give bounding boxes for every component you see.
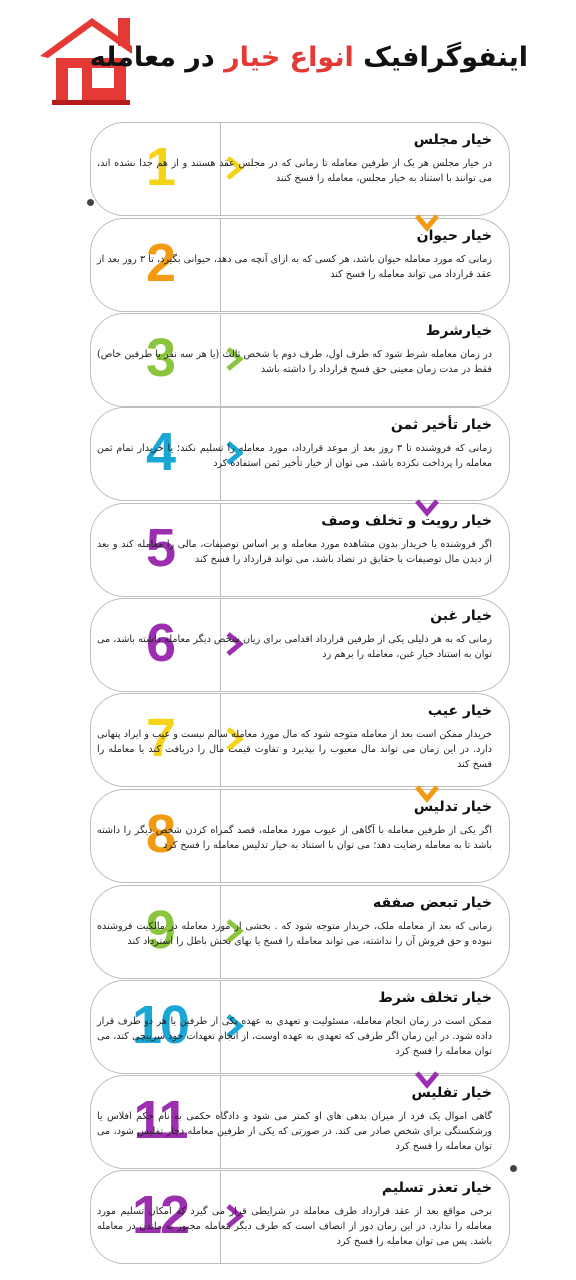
item-description: در خیار مجلس هر یک از طرفین معامله تا زمانی که در مجلس عقد هستند و از هم جدا نشده اند، می توانند با استناد به خیار مجلس، معامله را فسخ کنند (97, 158, 492, 184)
item-title: خیار عیب (427, 703, 492, 719)
connector-dot (510, 1165, 517, 1172)
item-number: 9 (145, 900, 175, 960)
item-description: اگر یکی از طرفین معامله با آگاهی از عیوب مورد معامله، قصد گمراه کردن شخص دیگر را داشته باشد تا به معامله رضایت دهد؛ می توان با استناد به خیار تدلیس معامله را فسخ کرد (97, 825, 492, 851)
item-text (97, 895, 492, 975)
item-text (97, 1180, 492, 1260)
item-title: خیار مجلس (413, 132, 492, 148)
item-description: زمانی که مورد معامله حیوان باشد، هر کسی که به ازای آنچه می دهد، حیوانی بگیرد، تا ۳ روز بعد از عقد قرارداد می تواند معامله را فسخ کند (97, 254, 493, 280)
item-number: 7 (145, 708, 175, 768)
item-description: ممکن است در زمان انجام معامله، مسئولیت و تعهدی به عهده یکی از طرفین یا هر دو طرف قرار داده شود. در این زمان اگر طرفی که تعهدی به عهده اوست، از انجام تعهدات خود سرپیچی کند، می توان معامله را فسخ کرد (97, 1016, 492, 1057)
item-title: خیارشرط (425, 323, 492, 339)
item-number: 5 (145, 518, 175, 578)
item-description: خریدار ممکن است بعد از معامله متوجه شود که مال مورد معامله سالم نیست و عیب و ایراد پنهانی دارد. در این زمان می تواند مال معیوب را بپذیرد و تفاوت قیمت مال را دریافت کند یا معامله را فسخ کند (97, 729, 492, 770)
item-number: 8 (145, 804, 175, 864)
item-text (97, 228, 492, 308)
page-title: اینفوگرافیک انواع خیار در معامله (89, 42, 528, 73)
item-number: 12 (131, 1185, 189, 1245)
item-description: اگر فروشنده یا خریدار بدون مشاهده مورد معامله و بر اساس توصیفات، مالی را معامله کند و بعد از دیدن مال توصیفات با حقایق در تضاد باشد، می تواند قرارداد را فسخ کند (97, 539, 492, 565)
item-description: زمانی که به هر دلیلی یکی از طرفین قرارداد اقدامی برای زیان شخص دیگر معامله داشته باشد، می توان به استناد خیار غبن، معامله را برهم زد (97, 634, 492, 660)
connector-dot (87, 199, 94, 206)
item-text (97, 323, 492, 403)
item-number: 6 (145, 613, 175, 673)
item-number: 4 (145, 422, 175, 482)
item-number: 1 (145, 137, 175, 197)
item-number: 10 (131, 995, 189, 1055)
item-text (97, 799, 492, 879)
item-title: خیار تأخیر ثمن (390, 417, 492, 433)
item-title: خیار تخلف شرط (378, 990, 492, 1006)
item-text (97, 703, 492, 783)
item-title: خیار حیوان (416, 228, 492, 244)
item-title: خیار غبن (430, 608, 492, 624)
item-text (97, 132, 492, 212)
item-text (97, 990, 492, 1070)
item-description: زمانی که فروشنده تا ۳ روز بعد از موعد قرارداد، مورد معامله را تسلیم نکند؛ یا خریدار تمام ثمن معامله را پرداخت نکرده باشد، می توان از خیار تأخیر ثمن استفاده کرد (97, 443, 492, 469)
item-title: خیار رویت و تخلف وصف (321, 513, 492, 529)
item-title: خیار تعذر تسلیم (381, 1180, 492, 1196)
item-number: 11 (133, 1090, 187, 1150)
item-number: 3 (145, 328, 175, 388)
item-number: 2 (145, 233, 175, 293)
item-text (97, 417, 492, 497)
item-title: خیار تبعض صفقه (372, 895, 492, 911)
item-description: گاهی اموال یک فرد از میزان بدهی های او کمتر می شود و دادگاه حکمی به نام حکم افلاس یا ورشکستگی برای شخص صادر می کند. در صورتی که یکی از طرفین معامله دچار تفلیس شود، می توان معامله را فسخ کرد (97, 1111, 492, 1152)
header (0, 0, 576, 115)
item-title: خیار تدلیس (413, 799, 492, 815)
item-text (97, 513, 492, 593)
item-description: برخی مواقع بعد از عقد قرارداد طرف معامله در شرایطی قرار می گیرد که امکان تسلیم مورد معامله را ندارد. در این زمان دور از انصاف است که طرف دیگر معامله مجبور به ماندن در معامله باشد. پس می توان معامله را فسخ کرد (97, 1206, 492, 1247)
item-description: در زمان معامله شرط شود که طرف اول، طرف دوم یا شخص ثالث (یا هر سه نفر یا طرفین خاص) فقط در مدت زمان معینی حق فسخ قرارداد را داشته باشد (97, 349, 492, 375)
item-text (97, 608, 492, 688)
item-title: خیار تفلیس (411, 1085, 492, 1101)
item-description: زمانی که بعد از معامله ملک، خریدار متوجه شود که . بخشی از مورد معامله در مالکیت فروشنده نبوده و حق فروش آن را نداشته، می تواند معامله را فسخ یا بهای بخش باطل را استرداد کند (97, 921, 492, 947)
item-text (97, 1085, 492, 1165)
